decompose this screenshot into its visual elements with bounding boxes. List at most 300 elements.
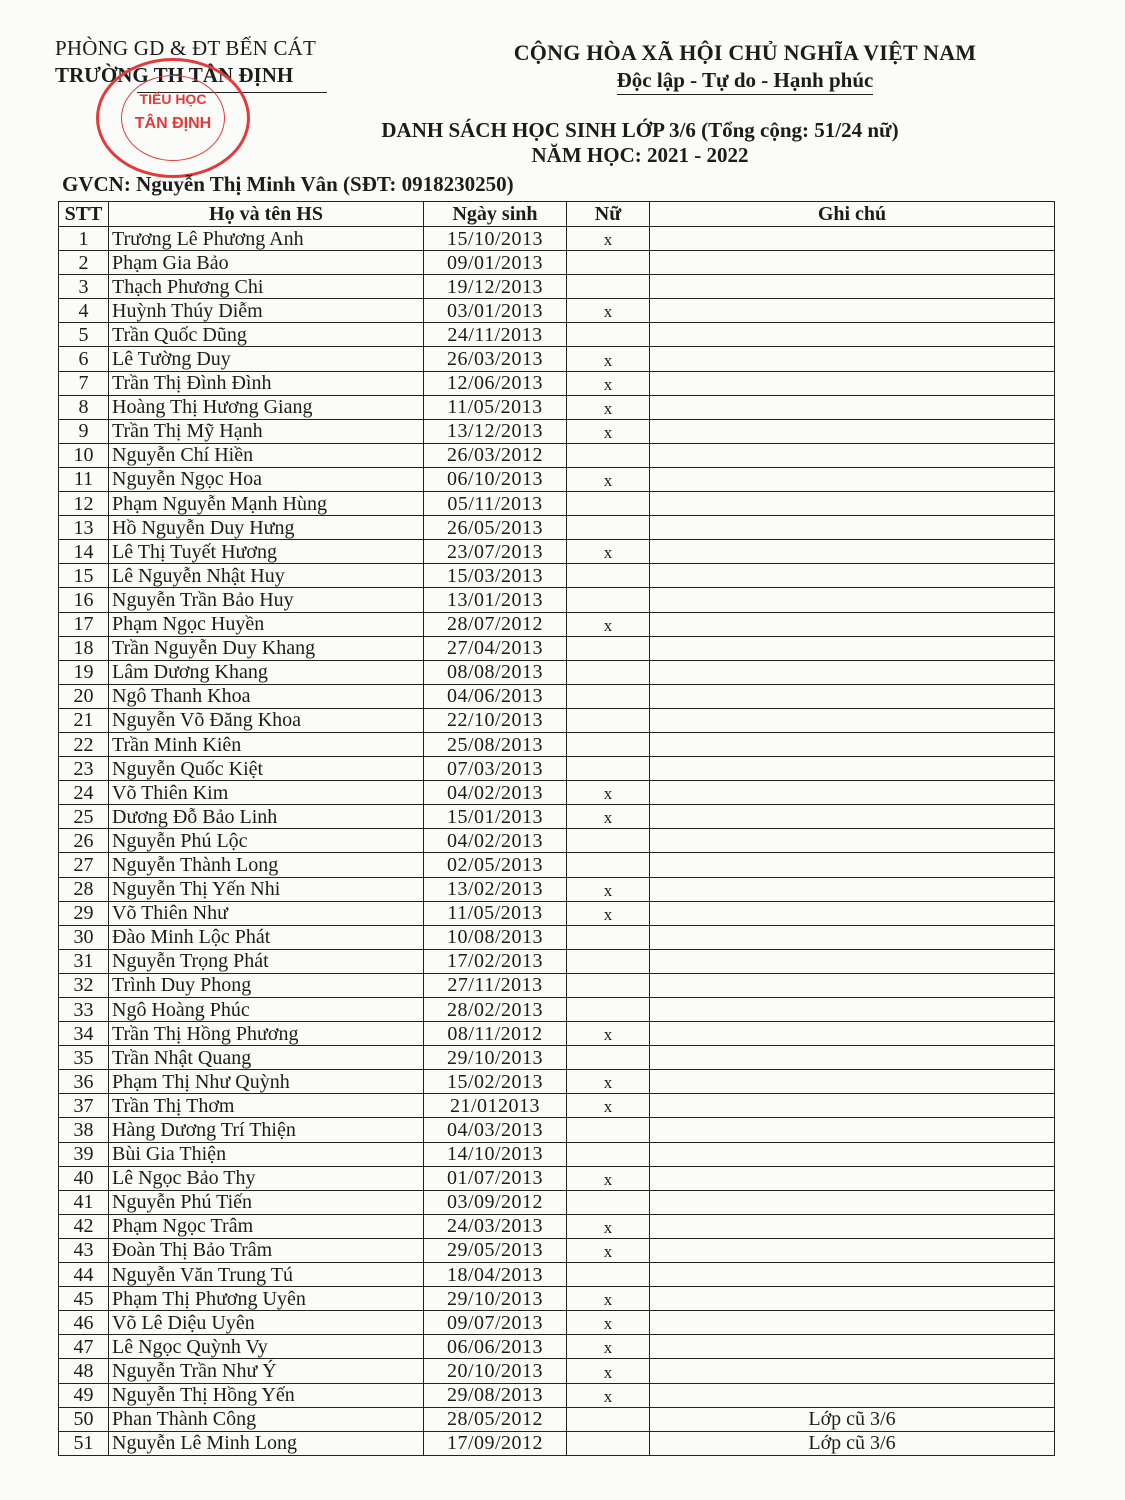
cell-stt: 18 bbox=[59, 636, 109, 660]
cell-female: x bbox=[567, 467, 650, 491]
cell-name: Dương Đỗ Bảo Linh bbox=[109, 805, 424, 829]
cell-note bbox=[650, 1311, 1055, 1335]
cell-name: Phạm Nguyễn Mạnh Hùng bbox=[109, 492, 424, 516]
cell-dob: 27/11/2013 bbox=[424, 973, 567, 997]
cell-stt: 27 bbox=[59, 853, 109, 877]
cell-dob: 11/05/2013 bbox=[424, 901, 567, 925]
cell-note bbox=[650, 973, 1055, 997]
seal-line-2: TÂN ĐỊNH bbox=[134, 115, 212, 132]
header-stt: STT bbox=[59, 202, 109, 227]
cell-dob: 29/08/2013 bbox=[424, 1383, 567, 1407]
cell-female: x bbox=[567, 805, 650, 829]
cell-female: x bbox=[567, 1166, 650, 1190]
cell-stt: 11 bbox=[59, 467, 109, 491]
cell-dob: 15/10/2013 bbox=[424, 227, 567, 251]
cell-name: Nguyễn Lê Minh Long bbox=[109, 1431, 424, 1455]
school-name: TRƯỜNG TH TÂN ĐỊNH bbox=[55, 63, 294, 87]
table-row bbox=[59, 1407, 1055, 1431]
cell-note bbox=[650, 1383, 1055, 1407]
cell-note bbox=[650, 1070, 1055, 1094]
cell-stt: 47 bbox=[59, 1335, 109, 1359]
cell-stt: 21 bbox=[59, 708, 109, 732]
cell-female bbox=[567, 660, 650, 684]
cell-note bbox=[650, 347, 1055, 371]
cell-female: x bbox=[567, 227, 650, 251]
table-row bbox=[59, 612, 1055, 636]
cell-name: Nguyễn Chí Hiền bbox=[109, 443, 424, 467]
cell-stt: 5 bbox=[59, 323, 109, 347]
cell-female bbox=[567, 1263, 650, 1287]
cell-dob: 13/01/2013 bbox=[424, 588, 567, 612]
cell-stt: 13 bbox=[59, 516, 109, 540]
cell-dob: 10/08/2013 bbox=[424, 925, 567, 949]
cell-name: Đoàn Thị Bảo Trâm bbox=[109, 1238, 424, 1262]
table-row bbox=[59, 1046, 1055, 1070]
cell-stt: 37 bbox=[59, 1094, 109, 1118]
table-row bbox=[59, 1094, 1055, 1118]
cell-dob: 07/03/2013 bbox=[424, 757, 567, 781]
cell-name: Trần Minh Kiên bbox=[109, 732, 424, 756]
table-row bbox=[59, 949, 1055, 973]
cell-name: Trần Nhật Quang bbox=[109, 1046, 424, 1070]
cell-name: Võ Thiên Kim bbox=[109, 781, 424, 805]
table-row bbox=[59, 636, 1055, 660]
table-row bbox=[59, 708, 1055, 732]
table-row bbox=[59, 299, 1055, 323]
cell-note bbox=[650, 853, 1055, 877]
cell-stt: 20 bbox=[59, 684, 109, 708]
cell-name: Trần Thị Hồng Phương bbox=[109, 1022, 424, 1046]
table-header-row bbox=[59, 202, 1055, 227]
table-row bbox=[59, 1142, 1055, 1166]
cell-stt: 29 bbox=[59, 901, 109, 925]
cell-note bbox=[650, 660, 1055, 684]
cell-dob: 21/012013 bbox=[424, 1094, 567, 1118]
cell-stt: 32 bbox=[59, 973, 109, 997]
cell-female: x bbox=[567, 395, 650, 419]
cell-dob: 29/10/2013 bbox=[424, 1287, 567, 1311]
cell-dob: 20/10/2013 bbox=[424, 1359, 567, 1383]
cell-name: Huỳnh Thúy Diễm bbox=[109, 299, 424, 323]
cell-dob: 26/03/2013 bbox=[424, 347, 567, 371]
table-row bbox=[59, 540, 1055, 564]
cell-name: Hồ Nguyễn Duy Hưng bbox=[109, 516, 424, 540]
cell-note bbox=[650, 1022, 1055, 1046]
cell-name: Phạm Thị Như Quỳnh bbox=[109, 1070, 424, 1094]
cell-name: Ngô Hoàng Phúc bbox=[109, 998, 424, 1022]
school-seal bbox=[96, 58, 250, 178]
cell-stt: 48 bbox=[59, 1359, 109, 1383]
cell-stt: 40 bbox=[59, 1166, 109, 1190]
cell-note bbox=[650, 1190, 1055, 1214]
cell-note bbox=[650, 805, 1055, 829]
cell-female bbox=[567, 492, 650, 516]
cell-female: x bbox=[567, 1022, 650, 1046]
cell-dob: 22/10/2013 bbox=[424, 708, 567, 732]
cell-note bbox=[650, 925, 1055, 949]
cell-dob: 12/06/2013 bbox=[424, 371, 567, 395]
cell-note bbox=[650, 757, 1055, 781]
cell-note bbox=[650, 901, 1055, 925]
cell-note bbox=[650, 227, 1055, 251]
table-row bbox=[59, 227, 1055, 251]
table-row bbox=[59, 1166, 1055, 1190]
cell-stt: 50 bbox=[59, 1407, 109, 1431]
cell-female bbox=[567, 323, 650, 347]
cell-note bbox=[650, 684, 1055, 708]
cell-female bbox=[567, 925, 650, 949]
table-row bbox=[59, 251, 1055, 275]
table-row bbox=[59, 516, 1055, 540]
cell-stt: 49 bbox=[59, 1383, 109, 1407]
cell-dob: 28/07/2012 bbox=[424, 612, 567, 636]
cell-female: x bbox=[567, 1214, 650, 1238]
republic-title: CỘNG HÒA XÃ HỘI CHỦ NGHĨA VIỆT NAM bbox=[513, 40, 977, 65]
cell-note: Lớp cũ 3/6 bbox=[650, 1407, 1055, 1431]
cell-note bbox=[650, 275, 1055, 299]
table-row bbox=[59, 1431, 1055, 1455]
table-row bbox=[59, 781, 1055, 805]
cell-note bbox=[650, 516, 1055, 540]
cell-dob: 03/01/2013 bbox=[424, 299, 567, 323]
cell-dob: 13/12/2013 bbox=[424, 419, 567, 443]
national-header bbox=[480, 40, 1010, 95]
cell-dob: 28/05/2012 bbox=[424, 1407, 567, 1431]
cell-dob: 25/08/2013 bbox=[424, 732, 567, 756]
cell-note bbox=[650, 492, 1055, 516]
cell-dob: 08/11/2012 bbox=[424, 1022, 567, 1046]
cell-name: Nguyễn Ngọc Hoa bbox=[109, 467, 424, 491]
cell-name: Lê Ngọc Bảo Thy bbox=[109, 1166, 424, 1190]
cell-dob: 18/04/2013 bbox=[424, 1263, 567, 1287]
cell-stt: 39 bbox=[59, 1142, 109, 1166]
cell-name: Phan Thành Công bbox=[109, 1407, 424, 1431]
cell-dob: 27/04/2013 bbox=[424, 636, 567, 660]
table-row bbox=[59, 371, 1055, 395]
cell-name: Hàng Dương Trí Thiện bbox=[109, 1118, 424, 1142]
cell-stt: 22 bbox=[59, 732, 109, 756]
cell-female bbox=[567, 1118, 650, 1142]
cell-name: Phạm Ngọc Huyền bbox=[109, 612, 424, 636]
cell-dob: 13/02/2013 bbox=[424, 877, 567, 901]
cell-female: x bbox=[567, 877, 650, 901]
cell-dob: 19/12/2013 bbox=[424, 275, 567, 299]
cell-female bbox=[567, 829, 650, 853]
cell-stt: 26 bbox=[59, 829, 109, 853]
table-row bbox=[59, 1335, 1055, 1359]
cell-dob: 06/10/2013 bbox=[424, 467, 567, 491]
cell-dob: 04/03/2013 bbox=[424, 1118, 567, 1142]
cell-stt: 8 bbox=[59, 395, 109, 419]
table-row bbox=[59, 877, 1055, 901]
cell-note bbox=[650, 949, 1055, 973]
cell-stt: 44 bbox=[59, 1263, 109, 1287]
cell-name: Trình Duy Phong bbox=[109, 973, 424, 997]
cell-female: x bbox=[567, 1359, 650, 1383]
cell-dob: 15/02/2013 bbox=[424, 1070, 567, 1094]
cell-name: Nguyễn Thành Long bbox=[109, 853, 424, 877]
cell-dob: 06/06/2013 bbox=[424, 1335, 567, 1359]
cell-note bbox=[650, 588, 1055, 612]
title-line-1: DANH SÁCH HỌC SINH LỚP 3/6 (Tổng cộng: 51/24 nữ) bbox=[381, 118, 899, 142]
cell-name: Lâm Dương Khang bbox=[109, 660, 424, 684]
cell-female bbox=[567, 443, 650, 467]
cell-note bbox=[650, 1263, 1055, 1287]
cell-stt: 51 bbox=[59, 1431, 109, 1455]
cell-dob: 24/03/2013 bbox=[424, 1214, 567, 1238]
cell-dob: 26/05/2013 bbox=[424, 516, 567, 540]
department-name: PHÒNG GD & ĐT BẾN CÁT bbox=[55, 36, 317, 60]
cell-note bbox=[650, 1214, 1055, 1238]
cell-note bbox=[650, 708, 1055, 732]
cell-note bbox=[650, 564, 1055, 588]
table-row bbox=[59, 732, 1055, 756]
table-row bbox=[59, 1190, 1055, 1214]
cell-stt: 33 bbox=[59, 998, 109, 1022]
cell-female bbox=[567, 1407, 650, 1431]
cell-name: Nguyễn Phú Tiến bbox=[109, 1190, 424, 1214]
cell-female bbox=[567, 708, 650, 732]
table-row bbox=[59, 564, 1055, 588]
cell-dob: 04/06/2013 bbox=[424, 684, 567, 708]
table-row bbox=[59, 757, 1055, 781]
cell-note bbox=[650, 877, 1055, 901]
cell-dob: 01/07/2013 bbox=[424, 1166, 567, 1190]
cell-female bbox=[567, 588, 650, 612]
cell-stt: 10 bbox=[59, 443, 109, 467]
table-row bbox=[59, 467, 1055, 491]
cell-female: x bbox=[567, 901, 650, 925]
cell-name: Nguyễn Trọng Phát bbox=[109, 949, 424, 973]
cell-stt: 24 bbox=[59, 781, 109, 805]
title-line-2: NĂM HỌC: 2021 - 2022 bbox=[531, 143, 749, 167]
cell-name: Võ Lê Diệu Uyên bbox=[109, 1311, 424, 1335]
cell-female bbox=[567, 973, 650, 997]
table-row bbox=[59, 1118, 1055, 1142]
table-row bbox=[59, 347, 1055, 371]
cell-stt: 14 bbox=[59, 540, 109, 564]
cell-name: Nguyễn Thị Hồng Yến bbox=[109, 1383, 424, 1407]
cell-female bbox=[567, 1142, 650, 1166]
cell-name: Thạch Phương Chi bbox=[109, 275, 424, 299]
cell-note bbox=[650, 1118, 1055, 1142]
cell-note bbox=[650, 1094, 1055, 1118]
table-row bbox=[59, 443, 1055, 467]
cell-name: Hoàng Thị Hương Giang bbox=[109, 395, 424, 419]
cell-stt: 6 bbox=[59, 347, 109, 371]
cell-note bbox=[650, 1142, 1055, 1166]
cell-female bbox=[567, 1190, 650, 1214]
cell-name: Trần Thị Đình Đình bbox=[109, 371, 424, 395]
seal-line-1: TIỂU HỌC bbox=[139, 91, 207, 107]
cell-note bbox=[650, 540, 1055, 564]
cell-dob: 09/07/2013 bbox=[424, 1311, 567, 1335]
cell-dob: 26/03/2012 bbox=[424, 443, 567, 467]
cell-note bbox=[650, 371, 1055, 395]
cell-name: Võ Thiên Như bbox=[109, 901, 424, 925]
cell-stt: 35 bbox=[59, 1046, 109, 1070]
cell-stt: 30 bbox=[59, 925, 109, 949]
cell-name: Nguyễn Võ Đăng Khoa bbox=[109, 708, 424, 732]
cell-dob: 17/02/2013 bbox=[424, 949, 567, 973]
cell-name: Đào Minh Lộc Phát bbox=[109, 925, 424, 949]
cell-name: Lê Ngọc Quỳnh Vy bbox=[109, 1335, 424, 1359]
cell-note bbox=[650, 467, 1055, 491]
table-row bbox=[59, 1214, 1055, 1238]
cell-dob: 08/08/2013 bbox=[424, 660, 567, 684]
cell-note bbox=[650, 636, 1055, 660]
cell-female bbox=[567, 853, 650, 877]
cell-dob: 04/02/2013 bbox=[424, 781, 567, 805]
cell-stt: 17 bbox=[59, 612, 109, 636]
cell-female bbox=[567, 998, 650, 1022]
header-female: Nữ bbox=[567, 202, 650, 227]
cell-name: Trần Nguyễn Duy Khang bbox=[109, 636, 424, 660]
cell-female bbox=[567, 732, 650, 756]
cell-note bbox=[650, 419, 1055, 443]
cell-female: x bbox=[567, 1335, 650, 1359]
header-dob: Ngày sinh bbox=[424, 202, 567, 227]
cell-stt: 42 bbox=[59, 1214, 109, 1238]
cell-note bbox=[650, 998, 1055, 1022]
table-row bbox=[59, 684, 1055, 708]
cell-name: Phạm Thị Phương Uyên bbox=[109, 1287, 424, 1311]
cell-name: Trần Thị Mỹ Hạnh bbox=[109, 419, 424, 443]
cell-female: x bbox=[567, 299, 650, 323]
cell-stt: 2 bbox=[59, 251, 109, 275]
cell-stt: 12 bbox=[59, 492, 109, 516]
table-row bbox=[59, 805, 1055, 829]
table-row bbox=[59, 853, 1055, 877]
cell-female bbox=[567, 275, 650, 299]
cell-stt: 25 bbox=[59, 805, 109, 829]
cell-dob: 02/05/2013 bbox=[424, 853, 567, 877]
cell-note bbox=[650, 1238, 1055, 1262]
cell-female: x bbox=[567, 612, 650, 636]
cell-name: Nguyễn Quốc Kiệt bbox=[109, 757, 424, 781]
cell-stt: 1 bbox=[59, 227, 109, 251]
cell-female bbox=[567, 636, 650, 660]
cell-note bbox=[650, 1046, 1055, 1070]
cell-note bbox=[650, 781, 1055, 805]
table-row bbox=[59, 998, 1055, 1022]
cell-name: Nguyễn Trần Bảo Huy bbox=[109, 588, 424, 612]
cell-female: x bbox=[567, 1070, 650, 1094]
cell-note bbox=[650, 612, 1055, 636]
cell-female: x bbox=[567, 1094, 650, 1118]
cell-name: Nguyễn Phú Lộc bbox=[109, 829, 424, 853]
table-row bbox=[59, 1263, 1055, 1287]
cell-stt: 41 bbox=[59, 1190, 109, 1214]
cell-name: Lê Thị Tuyết Hương bbox=[109, 540, 424, 564]
cell-stt: 31 bbox=[59, 949, 109, 973]
cell-dob: 24/11/2013 bbox=[424, 323, 567, 347]
cell-female: x bbox=[567, 1383, 650, 1407]
table-row bbox=[59, 492, 1055, 516]
cell-name: Phạm Ngọc Trâm bbox=[109, 1214, 424, 1238]
cell-name: Ngô Thanh Khoa bbox=[109, 684, 424, 708]
student-table bbox=[58, 201, 1055, 1456]
cell-stt: 28 bbox=[59, 877, 109, 901]
cell-stt: 15 bbox=[59, 564, 109, 588]
cell-dob: 29/05/2013 bbox=[424, 1238, 567, 1262]
table-row bbox=[59, 1359, 1055, 1383]
cell-stt: 3 bbox=[59, 275, 109, 299]
cell-name: Bùi Gia Thiện bbox=[109, 1142, 424, 1166]
cell-female bbox=[567, 564, 650, 588]
table-row bbox=[59, 1238, 1055, 1262]
cell-female bbox=[567, 1046, 650, 1070]
table-row bbox=[59, 1383, 1055, 1407]
table-row bbox=[59, 973, 1055, 997]
table-row bbox=[59, 901, 1055, 925]
cell-female: x bbox=[567, 781, 650, 805]
cell-stt: 34 bbox=[59, 1022, 109, 1046]
homeroom-teacher: GVCN: Nguyễn Thị Minh Vân (SĐT: 0918230250) bbox=[62, 172, 514, 196]
cell-note bbox=[650, 1359, 1055, 1383]
header-note: Ghi chú bbox=[650, 202, 1055, 227]
cell-name: Trần Quốc Dũng bbox=[109, 323, 424, 347]
cell-dob: 15/01/2013 bbox=[424, 805, 567, 829]
table-row bbox=[59, 323, 1055, 347]
cell-female: x bbox=[567, 1311, 650, 1335]
cell-stt: 38 bbox=[59, 1118, 109, 1142]
cell-female: x bbox=[567, 419, 650, 443]
cell-note bbox=[650, 829, 1055, 853]
cell-dob: 29/10/2013 bbox=[424, 1046, 567, 1070]
cell-name: Lê Nguyễn Nhật Huy bbox=[109, 564, 424, 588]
table-row bbox=[59, 660, 1055, 684]
cell-note bbox=[650, 1335, 1055, 1359]
cell-note bbox=[650, 443, 1055, 467]
cell-name: Trần Thị Thơm bbox=[109, 1094, 424, 1118]
cell-female: x bbox=[567, 347, 650, 371]
cell-stt: 19 bbox=[59, 660, 109, 684]
table-row bbox=[59, 1070, 1055, 1094]
cell-stt: 9 bbox=[59, 419, 109, 443]
cell-name: Nguyễn Thị Yến Nhi bbox=[109, 877, 424, 901]
cell-stt: 45 bbox=[59, 1287, 109, 1311]
table-row bbox=[59, 829, 1055, 853]
cell-dob: 05/11/2013 bbox=[424, 492, 567, 516]
cell-name: Phạm Gia Bảo bbox=[109, 251, 424, 275]
table-row bbox=[59, 1022, 1055, 1046]
table-row bbox=[59, 419, 1055, 443]
cell-female bbox=[567, 684, 650, 708]
cell-note bbox=[650, 395, 1055, 419]
cell-stt: 43 bbox=[59, 1238, 109, 1262]
cell-stt: 4 bbox=[59, 299, 109, 323]
cell-note bbox=[650, 1287, 1055, 1311]
cell-name: Nguyễn Trần Như Ý bbox=[109, 1359, 424, 1383]
document-title bbox=[270, 118, 1010, 168]
cell-female bbox=[567, 757, 650, 781]
cell-female bbox=[567, 1431, 650, 1455]
cell-dob: 14/10/2013 bbox=[424, 1142, 567, 1166]
table-body bbox=[59, 227, 1055, 1456]
cell-name: Lê Tường Duy bbox=[109, 347, 424, 371]
cell-female: x bbox=[567, 540, 650, 564]
cell-note: Lớp cũ 3/6 bbox=[650, 1431, 1055, 1455]
cell-name: Trương Lê Phương Anh bbox=[109, 227, 424, 251]
cell-note bbox=[650, 732, 1055, 756]
cell-female bbox=[567, 949, 650, 973]
national-motto: Độc lập - Tự do - Hạnh phúc bbox=[617, 68, 874, 95]
table-row bbox=[59, 275, 1055, 299]
cell-note bbox=[650, 1166, 1055, 1190]
cell-female: x bbox=[567, 371, 650, 395]
cell-female bbox=[567, 251, 650, 275]
